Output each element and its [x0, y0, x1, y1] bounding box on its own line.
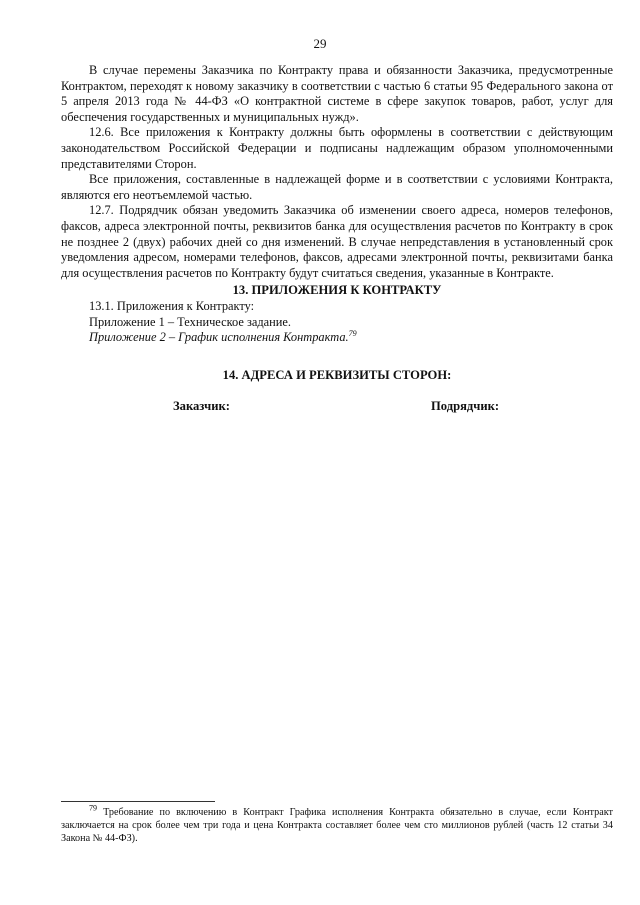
- customer-label: Заказчик:: [173, 399, 230, 414]
- paragraph-12-7: 12.7. Подрядчик обязан уведомить Заказчика об изменении своего адреса, номеров телефонов, факсов, адреса электронной почты, реквизитов банка для осуществления расчетов по Контракту в срок не позднее 2 (двух) рабочих дней со дня изменений. В случае непредставления в установленный срок уведомления адресом, номерами телефонов, факсов, адресами электронной почты, реквизитами банка для осуществления расчетов по Контракту будут считаться сведения, указанные в Контракте.: [61, 203, 613, 280]
- appendix-2-text: Приложение 2 – График исполнения Контракта.: [89, 330, 349, 345]
- footnote-79: [61, 803, 614, 845]
- paragraph-customer-change: В случае перемены Заказчика по Контракту права и обязанности Заказчика, предусмотренные Контрактом, переходят к новому заказчику в соответствии с частью 6 статьи 95 Федерального закона от 5 апреля 2013 года № 44-ФЗ «О контрактной системе в сфере закупок товаров, работ, услуг для обеспечения государственных и муниципальных нужд».: [61, 63, 613, 124]
- document-body: [61, 63, 613, 419]
- footnote-reference: 79: [348, 328, 357, 338]
- footnote-text: Требование по включению в Контракт Графика исполнения Контракта обязательно в случае, если Контракт заключается на срок более чем три года и цена Контракта составляет более чем сто миллионов рублей (часть 12 статьи 34 Закона № 44-ФЗ).: [61, 807, 614, 844]
- paragraph-appendices-integral: Все приложения, составленные в надлежащей форме и в соответствии с условиями Контракта, являются его неотъемлемой частью.: [61, 172, 613, 202]
- appendix-1: Приложение 1 – Техническое задание.: [89, 314, 292, 329]
- contractor-label: Подрядчик:: [431, 399, 500, 414]
- section-13-title: 13. ПРИЛОЖЕНИЯ К КОНТРАКТУ: [232, 283, 442, 298]
- appendix-2: [61, 330, 613, 346]
- page-number: 29: [313, 36, 327, 51]
- item-13-1: 13.1. Приложения к Контракту:: [89, 298, 255, 313]
- paragraph-12-6: 12.6. Все приложения к Контракту должны быть оформлены в соответствии с действующим законодательством Российской Федерации и подписаны надлежащим образом уполномоченными представителями Сторон.: [61, 125, 613, 171]
- footnote-mark: 79: [89, 803, 97, 813]
- section-14-title: 14. АДРЕСА И РЕКВИЗИТЫ СТОРОН:: [222, 367, 452, 382]
- parties-row: [61, 399, 613, 419]
- footnote-separator: [61, 801, 215, 802]
